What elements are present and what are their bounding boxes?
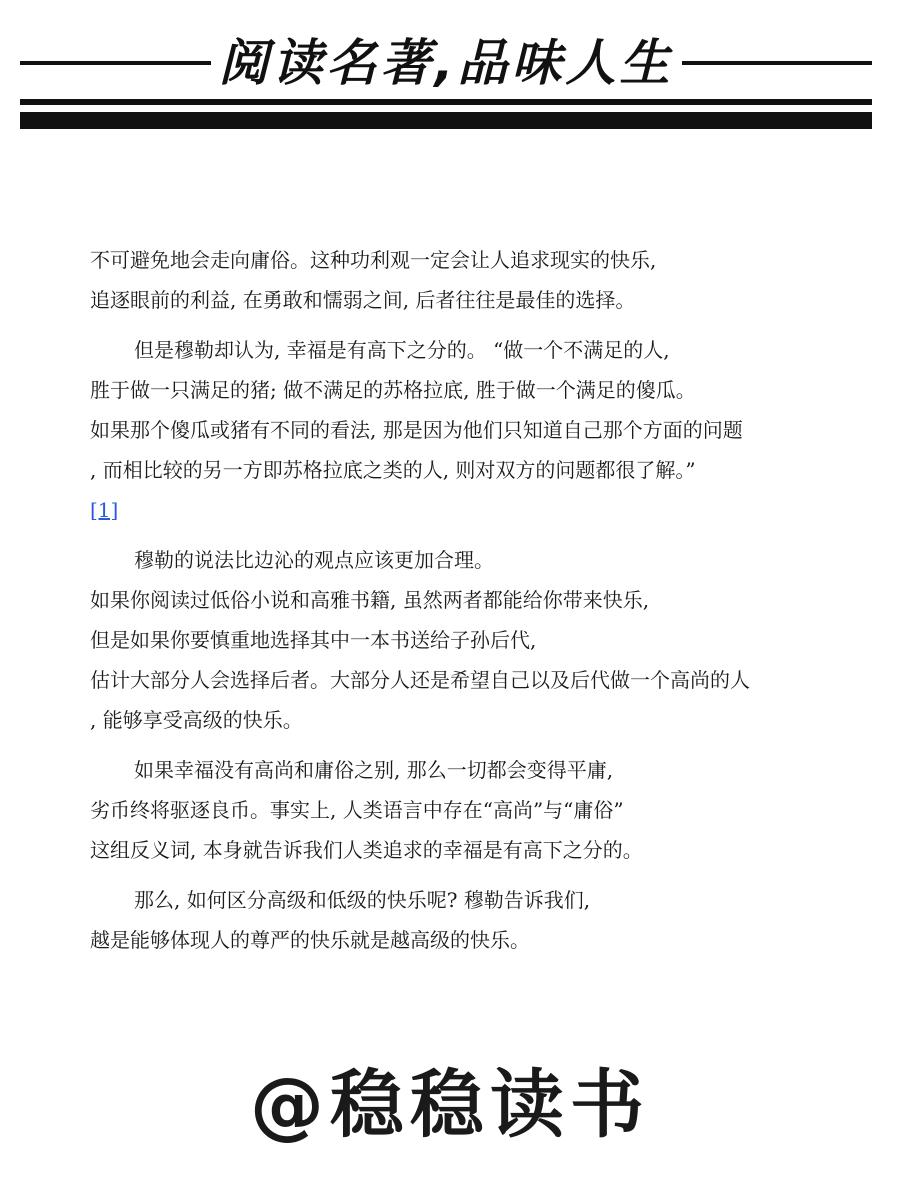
text-line: 越是能够体现人的尊严的快乐就是越高级的快乐。 <box>90 928 530 952</box>
text-line: , 能够享受高级的快乐。 <box>90 708 303 732</box>
text-line: 不可避免地会走向庸俗。这种功利观一定会让人追求现实的快乐, <box>90 248 657 272</box>
paragraph-4 <box>90 750 830 870</box>
author-signature: @稳稳读书 <box>250 1062 650 1148</box>
text-line: 如果那个傻瓜或猪有不同的看法, 那是因为他们只知道自己那个方面的问题 <box>90 418 743 442</box>
text-line: 追逐眼前的利益, 在勇敢和懦弱之间, 后者往往是最佳的选择。 <box>90 288 636 312</box>
paragraph-5 <box>90 880 830 960</box>
text-line: 这组反义词, 本身就告诉我们人类追求的幸福是有高下之分的。 <box>90 838 643 862</box>
text-line: 但是如果你要慎重地选择其中一本书送给子孙后代, <box>90 628 537 652</box>
header-rule-left <box>20 61 211 65</box>
paragraph-3 <box>90 540 830 740</box>
page-header <box>0 0 900 140</box>
header-title-row <box>20 28 872 98</box>
text-line: 如果你阅读过低俗小说和高雅书籍, 虽然两者都能给你带来快乐, <box>90 588 650 612</box>
footnote-link[interactable]: [1] <box>90 498 119 522</box>
text-line: 劣币终将驱逐良币。事实上, 人类语言中存在“高尚”与“庸俗” <box>90 798 624 822</box>
text-line: 如果幸福没有高尚和庸俗之别, 那么一切都会变得平庸, <box>134 758 614 782</box>
article-body <box>90 240 830 970</box>
text-line: 但是穆勒却认为, 幸福是有高下之分的。 “做一个不满足的人, <box>134 338 670 362</box>
paragraph-1 <box>90 240 830 320</box>
header-divider-thin <box>20 99 872 105</box>
header-rule-right <box>682 61 873 65</box>
header-divider-thick <box>20 112 872 129</box>
text-line: , 而相比较的另一方即苏格拉底之类的人, 则对双方的问题都很了解。” <box>90 458 696 482</box>
text-line: 估计大部分人会选择后者。大部分人还是希望自己以及后代做一个高尚的人 <box>90 668 750 692</box>
text-line: 穆勒的说法比边沁的观点应该更加合理。 <box>134 548 494 572</box>
page-title: 阅读名著,品味人生 <box>218 34 674 92</box>
text-line: 那么, 如何区分高级和低级的快乐呢? 穆勒告诉我们, <box>134 888 591 912</box>
text-line: 胜于做一只满足的猪; 做不满足的苏格拉底, 胜于做一个满足的傻瓜。 <box>90 378 696 402</box>
paragraph-2 <box>90 330 830 530</box>
